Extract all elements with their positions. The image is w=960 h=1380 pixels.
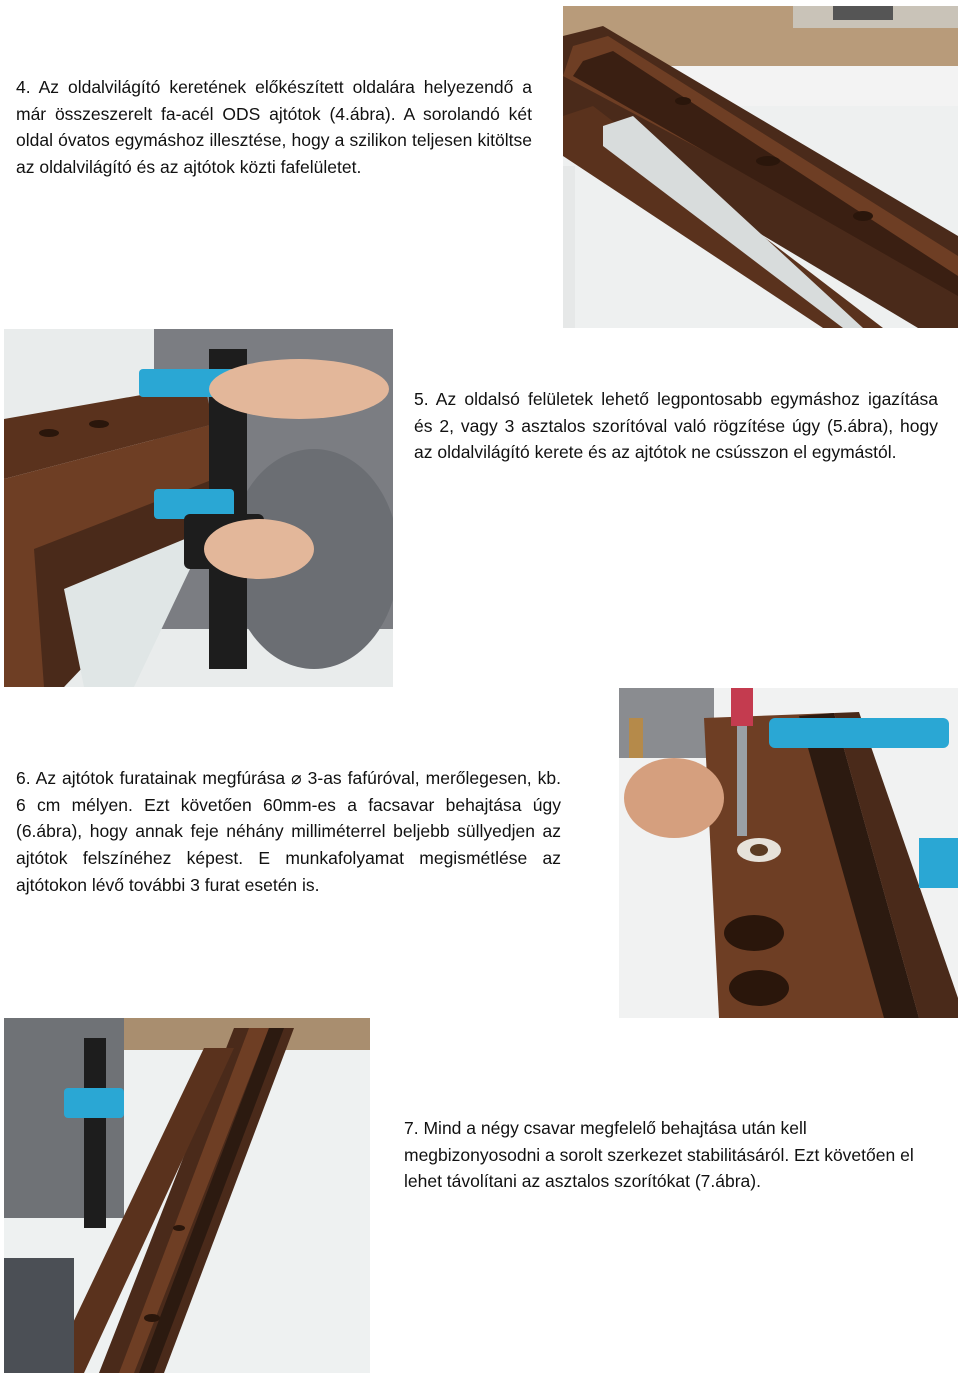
step-5-text <box>414 386 938 466</box>
step-7-body: Mind a négy csavar megfelelő behajtása után kell megbizonyosodni a sorolt szerkezet stabilitásáról. Ezt követően el lehet távolítani az asztalos szorítókat (7.ábra). <box>404 1118 914 1192</box>
step-5-number: 5. <box>414 389 429 409</box>
step-6-text <box>16 765 561 899</box>
step-5-body: Az oldalsó felületek lehető legpontosabb egymáshoz igazítása és 2, vagy 3 asztalos szorítóval való rögzítése úgy (5.ábra), hogy az oldalvilágító kerete és az ajtótok ne csússzon el egymástól. <box>414 389 938 463</box>
step-7-number: 7. <box>404 1118 419 1138</box>
step-6-number: 6. <box>16 768 31 788</box>
step-4-text <box>16 74 532 181</box>
figure-4-photo <box>563 6 958 328</box>
figure-7-photo <box>4 1018 370 1373</box>
figure-6-photo <box>619 688 958 1018</box>
step-4-number: 4. <box>16 77 31 97</box>
step-7-text <box>404 1115 940 1195</box>
step-6-body: Az ajtótok furatainak megfúrása ⌀ 3-as fafúróval, merőlegesen, kb. 6 cm mélyen. Ezt követően 60mm-es a facsavar behajtása úgy (6.ábra), hogy annak feje néhány milliméterrel beljebb süllyedjen az ajtótok felszínéhez képest. E munkafolyamat megismétlése az ajtótokon lévő további 3 furat esetén is. <box>16 768 561 895</box>
step-4-body: Az oldalvilágító keretének előkészített oldalára helyezendő a már összeszerelt fa-acél ODS ajtótok (4.ábra). A sorolandó két oldal óvatos egymáshoz illesztése, hogy a szilikon teljesen kitöltse az oldalvilágító és az ajtótok közti fafelületet. <box>16 77 532 178</box>
figure-5-photo <box>4 329 393 687</box>
